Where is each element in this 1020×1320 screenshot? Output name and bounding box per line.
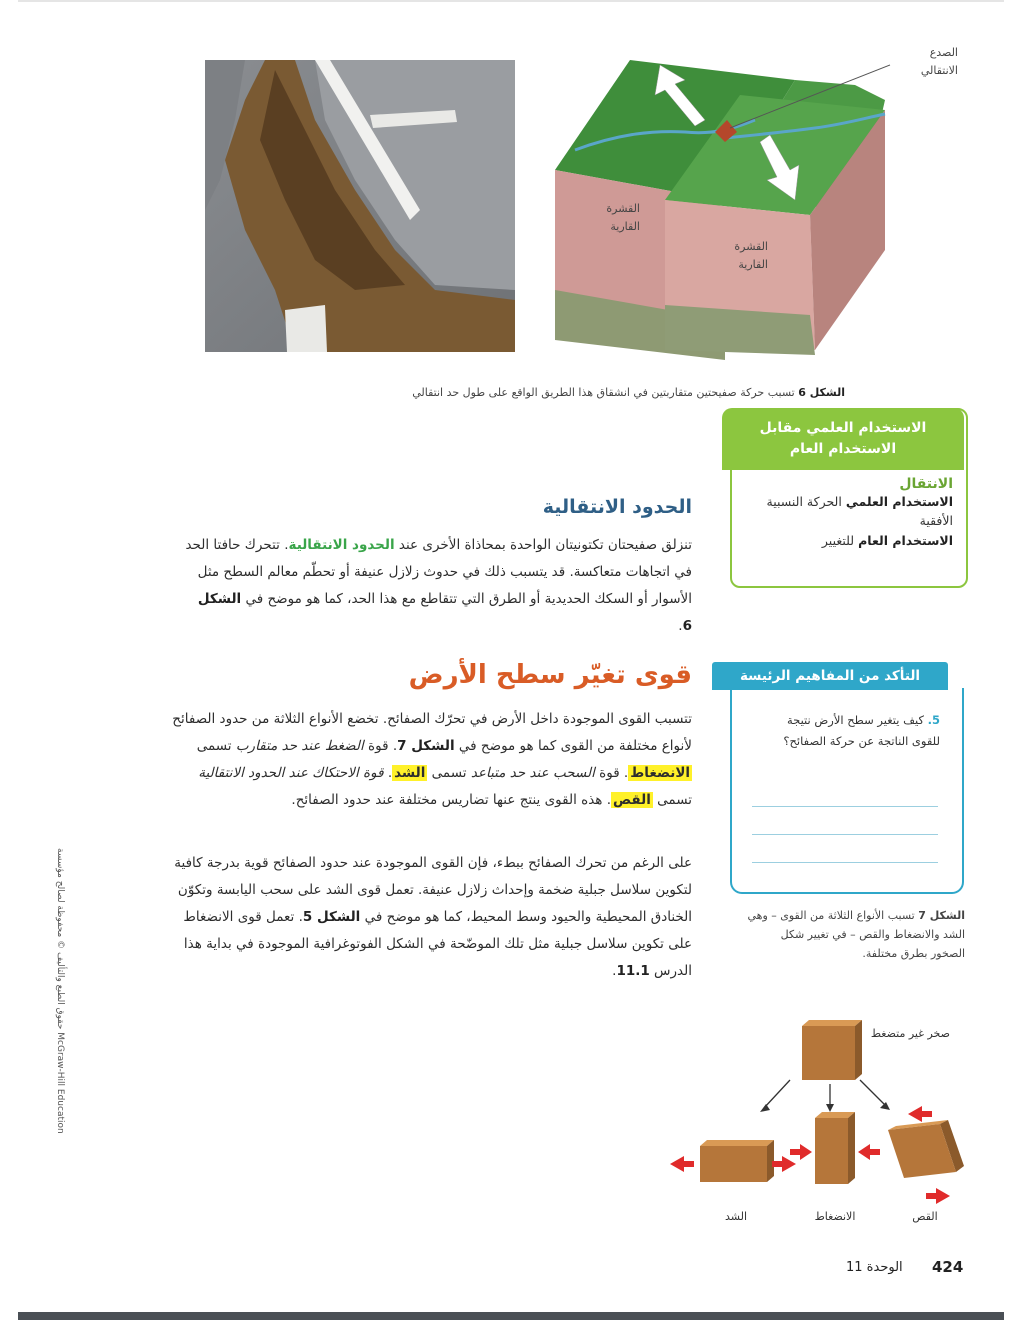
figure7-caption-label: الشكل 7 bbox=[918, 909, 965, 922]
stress-types-diagram bbox=[660, 1018, 970, 1228]
vocabulary-header-line1: الاستخدام العلمي مقابل bbox=[759, 420, 927, 436]
figure6-caption bbox=[300, 386, 845, 399]
forces-paragraph-1 bbox=[172, 706, 692, 814]
term-compression: الانضغاط bbox=[630, 765, 690, 781]
text-run: . bbox=[387, 765, 393, 781]
fault-label: الصدع الانتقالي bbox=[920, 46, 958, 77]
text-run: تنزلق صفيحتان تكتونيتان الواحدة بمحاذاة الأخرى عند bbox=[398, 537, 692, 553]
bottom-bar bbox=[18, 1312, 1004, 1320]
question-text: كيف يتغير سطح الأرض نتيجة للقوى الناتجة عن حركة الصفائح؟ bbox=[783, 713, 940, 748]
transform-boundaries-heading: الحدود الانتقالية bbox=[542, 496, 692, 518]
term-shear: القص bbox=[613, 792, 651, 808]
top-rule bbox=[18, 0, 1004, 2]
shear-label: القص bbox=[912, 1210, 938, 1223]
figure6-reference: الشكل 6 bbox=[197, 591, 692, 634]
shear-rock-block bbox=[888, 1120, 964, 1178]
text-run: تسمى bbox=[196, 738, 232, 754]
common-usage-label: الاستخدام العام bbox=[858, 532, 953, 548]
text-run: . هذه القوى ينتج عنها تضاريس مختلفة عند حدود الصفائح. bbox=[291, 792, 611, 808]
key-concept-tab: التأكد من المفاهيم الرئيسة bbox=[712, 662, 948, 690]
figure5-reference: الشكل 5 bbox=[302, 909, 361, 925]
figure7-reference: الشكل 7 bbox=[397, 738, 455, 754]
vocabulary-word: الانتقال bbox=[899, 476, 953, 492]
text-run: . تعمل قوى الانضغاط على تكوين سلاسل جبلية مثل تلك الموضّحة في الشكل الفوتوغرافية الموجودة في بداية هذا الدرس bbox=[183, 909, 692, 979]
crust-label-left: القشرة القارية bbox=[606, 202, 640, 233]
text-run: الضغط عند حد متقارب bbox=[235, 738, 364, 754]
forces-paragraph-2 bbox=[160, 850, 692, 985]
term-tension: الشد bbox=[394, 765, 426, 781]
vocabulary-header bbox=[722, 408, 964, 470]
vocabulary-header-line2: الاستخدام العام bbox=[789, 441, 897, 457]
copyright-text: حقوق الطبع والتأليف © محفوظة لصالح مؤسسة McGraw-Hill Education bbox=[55, 848, 65, 1134]
science-usage bbox=[745, 492, 953, 531]
compression-rock-block bbox=[815, 1112, 855, 1184]
text-run: . bbox=[678, 618, 683, 634]
crust-label-right: القشرة القارية bbox=[734, 240, 768, 271]
figure7-caption-text: تسبب الأنواع الثلاثة من القوى – وهي الشد والانضغاط والقص – في تغيير شكل الصخور بطرق مختلفة. bbox=[747, 909, 965, 960]
text-run: تتسبب القوى الموجودة داخل الأرض في تحرّك الصفائح. تخضع الأنواع الثلاثة من حدود الصفائح لأنواع مختلفة من القوى كما هو موضح في bbox=[172, 711, 692, 754]
unstressed-rock-block bbox=[802, 1020, 862, 1080]
figure7-caption bbox=[745, 906, 965, 963]
lesson-reference: 11.1 bbox=[616, 963, 650, 979]
tension-label: الشد bbox=[725, 1210, 747, 1223]
page-number: 424 bbox=[932, 1258, 964, 1276]
tension-rock-block bbox=[700, 1140, 774, 1182]
figure6-caption-label: الشكل 6 bbox=[798, 386, 845, 399]
keyword-transform-boundary: الحدود الانتقالية bbox=[288, 537, 395, 553]
transform-boundaries-paragraph bbox=[180, 532, 692, 640]
forces-heading: قوى تغيّر سطح الأرض bbox=[408, 660, 692, 690]
answer-line-2[interactable] bbox=[752, 834, 938, 835]
vocabulary-body bbox=[745, 476, 953, 550]
text-run: على الرغم من تحرك الصفائح ببطء، فإن القوى الموجودة عند حدود الصفائح قوية بدرجة كافية لتكوين سلاسل جبلية ضخمة وإحداث زلازل عنيفة. تعمل قوى الشد على سحب اليابسة وتكوّن الخنادق المحيطية والحيود وسط المحيط، كما هو موضح في bbox=[174, 855, 692, 925]
common-usage-def: للتغيير bbox=[821, 532, 855, 548]
science-usage-label: الاستخدام العلمي bbox=[845, 494, 953, 509]
answer-line-3[interactable] bbox=[752, 862, 938, 863]
science-usage-def: الحركة النسبية الأفقية bbox=[766, 494, 953, 529]
common-usage bbox=[745, 531, 953, 550]
figure6-caption-text: تسبب حركة صفيحتين متقاربتين في انشقاق هذا الطريق الواقع على طول حد انتقالي bbox=[412, 386, 795, 399]
answer-line-1[interactable] bbox=[752, 806, 938, 807]
text-run: . قوة bbox=[599, 765, 629, 781]
text-run: . تتحرك حافتا الحد في اتجاهات متعاكسة. قد يتسبب ذلك في حدوث زلازل عنيفة أو تحطّم معالم السطح مثل الأسوار أو السكك الحديدية أو الطرق التي تتقاطع مع هذا الحد، كما هو موضح في bbox=[185, 537, 692, 607]
text-run: تسمى bbox=[431, 765, 467, 781]
text-run: تسمى bbox=[657, 792, 692, 808]
question-number: 5. bbox=[927, 713, 940, 727]
cracked-road-photo bbox=[205, 60, 515, 352]
copyright-notice bbox=[51, 848, 71, 1208]
text-run: السحب عند حد متباعد bbox=[470, 765, 595, 781]
compression-label: الانضغاط bbox=[814, 1210, 856, 1223]
text-run: . bbox=[612, 963, 617, 979]
text-run: . قوة bbox=[368, 738, 398, 754]
unstressed-rock-label: صخر غير متضغط bbox=[870, 1027, 950, 1040]
text-run: قوة الاحتكاك عند الحدود الانتقالية bbox=[198, 765, 384, 781]
key-concept-question bbox=[780, 710, 940, 752]
unit-label: الوحدة 11 bbox=[846, 1260, 903, 1275]
